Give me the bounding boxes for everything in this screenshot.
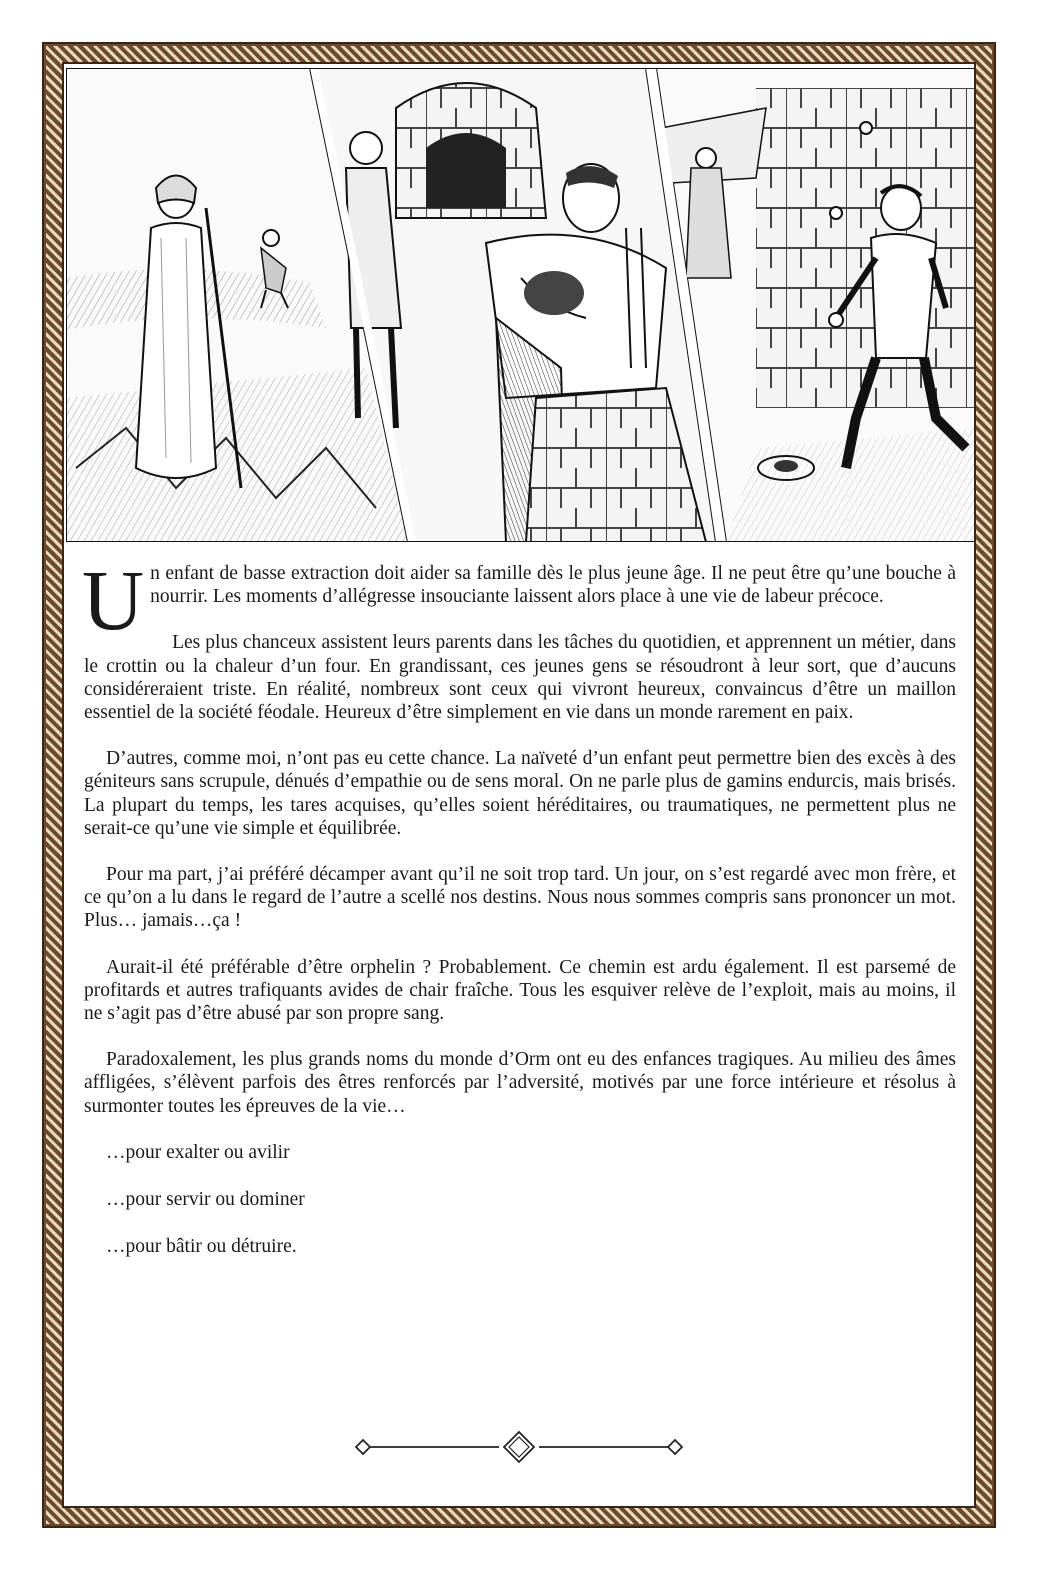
page-frame [42,42,996,1528]
page-content [62,62,976,1508]
paragraph-7: …pour exalter ou avilir [106,1141,290,1163]
paragraph-1 [82,552,956,648]
paragraph-6: Paradoxalement, les plus grands noms du monde d’Orm ont eu des enfances tragiques. Au milieu des âmes affligées, s’élèvent parfois des êtres renforcés par l’adversité, motivés par une force intérieure et résolus à surmonter toutes les épreuves de la vie… [84,1049,956,1117]
paragraph-4: Pour ma part, j’ai préféré décamper avant qu’il ne soit trop tard. Un jour, on s’est regardé avec mon frère, et ce qu’on a lu dans le regard de l’autre a scellé nos destins. Nous nous sommes compris sans prononcer un mot. Plus… jamais…ça ! [84,864,956,932]
paragraph-1-text: n enfant de basse extraction doit aider sa famille dès le plus jeune âge. Il ne peut être qu’une bouche à nourrir. Les moments d’allégresse insouciante laissent alors place à une vie de labeur précoce. [150,563,956,608]
body-text [82,552,956,1282]
paragraph-8: …pour servir ou dominer [106,1189,305,1211]
drop-cap: U [82,552,145,648]
paragraph-3: D’autres, comme moi, n’ont pas eu cette chance. La naïveté d’un enfant peut permettre bien des excès à des géniteurs sans scrupule, dénués d’empathie ou de sens moral. On ne parle plus de gamins endurcis, mais brisés. La plupart du temps, les tares acquises, qu’elles soient héréditaires, ou traumatiques, ne permettent plus ne serait-ce qu’une vie simple et équilibrée. [84,748,956,839]
paragraph-5: Aurait-il été préférable d’être orphelin ? Probablement. Ce chemin est ardu également. Il est parsemé de profitards et autres trafiquants avides de chair fraîche. Tous les esquiver relève de l’exploit, mais au moins, il ne s’agit pas d’être abusé par son propre sang. [84,956,956,1025]
paragraph-2: Les plus chanceux assistent leurs parents dans les tâches du quotidien, et apprennent un métier, dans le crottin ou la chaleur d’un four. En grandissant, ces jeunes gens se résoudront à leur sort, que d’aucuns considéreraient triste. En réalité, nombreux sont ceux qui vivront heureux, convaincus d’être un maillon essentiel de la société féodale. Heureux d’être simplement en vie dans un monde rarement en paix. [84,632,956,724]
paragraph-9: …pour bâtir ou détruire. [106,1236,297,1258]
header-illustration [66,68,976,542]
diamond-divider-icon [354,1430,684,1464]
